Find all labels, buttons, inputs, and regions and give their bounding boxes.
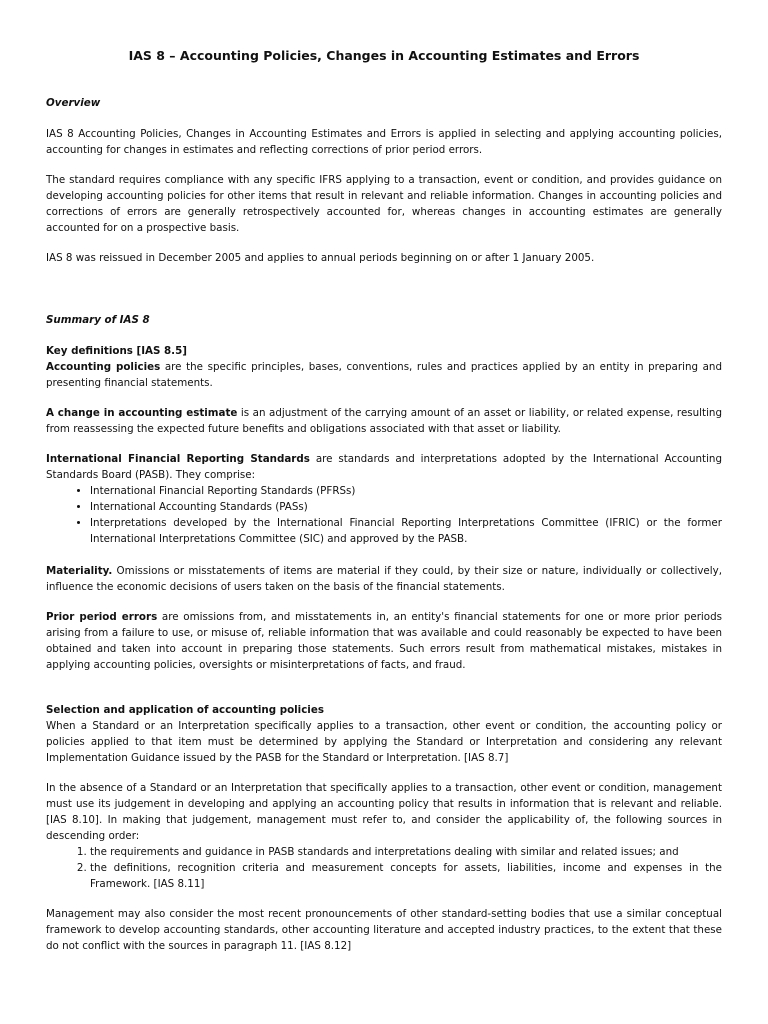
selection-paragraph-2 [46,780,722,892]
list-item: • International Accounting Standards (PASs) [90,499,722,515]
term-change-in-estimate: A change in accounting estimate [46,407,238,419]
definition-text: is an adjustment of the carrying amount of an asset or liability, or related expense, resulting from reassessing the expected future benefits and obligations associated with that asset or liability. [46,407,722,435]
definition-accounting-policies [46,359,722,391]
definition-prior-period-errors [46,609,722,673]
definition-text: are omissions from, and misstatements in, an entity's financial statements for one or more prior periods arising from a failure to use, or misuse of, reliable information that was available and could reasonably be expected to have been obtained and taken into account in preparing those statements. Such errors result from mathematical mistakes, mistakes in applying accounting policies, oversights or misinterpretations of facts, and fraud. [46,611,722,671]
term-ifrs: International Financial Reporting Standards [46,453,310,465]
selection-paragraph-1: When a Standard or an Interpretation specifically applies to a transaction, other event or condition, the accounting policy or policies applied to that item must be determined by applying the Standard or Interpretation and considering any relevant Implementation Guidance issued by the PASB for the Standard or Interpretation. [IAS 8.7] [46,720,722,764]
term-materiality: Materiality. [46,565,113,577]
selection-paragraph-3: Management may also consider the most recent pronouncements of other standard-setting bodies that use a similar conceptual framework to develop accounting standards, other accounting literature and accepted industry practices, to the extent that these do not conflict with the sources in paragraph 11. [IAS 8.12] [46,908,722,952]
sources-list [46,844,722,892]
list-item: 1. the requirements and guidance in PASB standards and interpretations dealing with similar and related issues; and [90,844,722,860]
selection-heading: Selection and application of accounting policies [46,704,324,716]
term-accounting-policies: Accounting policies [46,361,161,373]
term-prior-period-errors: Prior period errors [46,611,158,623]
definition-text: are the specific principles, bases, conventions, rules and practices applied by an entity in preparing and presenting financial statements. [46,361,722,389]
ifrs-list [46,483,722,547]
key-definitions-heading: Key definitions [IAS 8.5] [46,345,187,357]
definition-ifrs [46,451,722,547]
list-item: • International Financial Reporting Standards (PFRSs) [90,483,722,499]
definition-text: Omissions or misstatements of items are material if they could, by their size or nature, individually or collectively, influence the economic decisions of users taken on the basis of the financial statements. [46,565,722,593]
definition-change-in-estimate [46,405,722,437]
list-item: • Interpretations developed by the International Financial Reporting Interpretations Committee (IFRIC) or the former International Interpretations Committee (SIC) and approved by the PASB. [90,515,722,547]
overview-paragraph-1: IAS 8 Accounting Policies, Changes in Accounting Estimates and Errors is applied in selecting and applying accounting policies, accounting for changes in estimates and reflecting corrections of prior period errors. [46,128,722,156]
summary-heading: Summary of IAS 8 [46,314,150,326]
overview-paragraph-2: The standard requires compliance with any specific IFRS applying to a transaction, event or condition, and provides guidance on developing accounting policies for other items that result in relevant and reliable information. Changes in accounting policies and corrections of errors are generally retrospectively accounted for, whereas changes in accounting estimates are generally accounted for on a prospective basis. [46,174,722,234]
overview-paragraph-3: IAS 8 was reissued in December 2005 and applies to annual periods beginning on or after 1 January 2005. [46,252,595,264]
selection-paragraph-2-text: In the absence of a Standard or an Interpretation that specifically applies to a transaction, other event or condition, management must use its judgement in developing and applying an accounting policy that results in information that is relevant and reliable. [IAS 8.10]. In making that judgement, management must refer to, and consider the applicability of, the following sources in descending order: [46,782,722,842]
document-title: IAS 8 – Accounting Policies, Changes in Accounting Estimates and Errors [128,48,640,63]
definition-text: are standards and interpretations adopted by the International Accounting Standards Board (PASB). They comprise: [46,453,722,481]
definition-materiality [46,563,722,595]
overview-heading: Overview [46,97,101,109]
list-item: 2. the definitions, recognition criteria and measurement concepts for assets, liabilities, income and expenses in the Framework. [IAS 8.11] [90,860,722,892]
